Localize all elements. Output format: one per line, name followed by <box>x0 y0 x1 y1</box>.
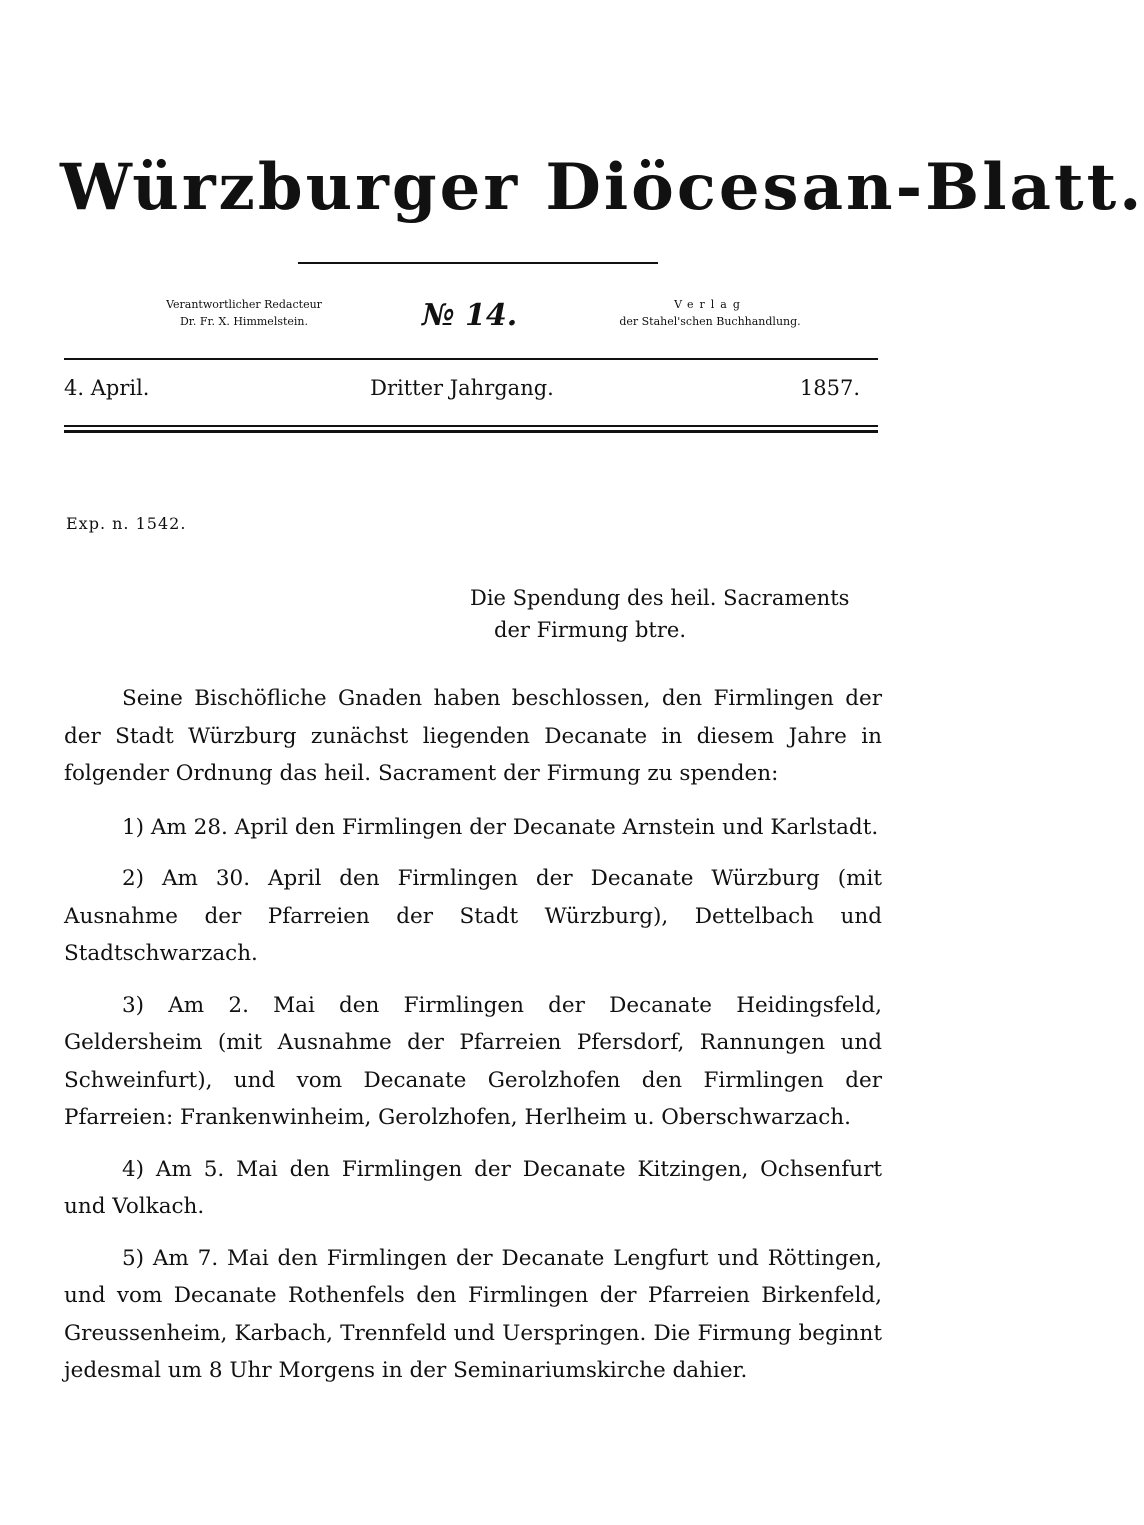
list-item: 3) Am 2. Mai den Firmlingen der Decanate Heidingsfeld, Geldersheim (mit Ausnahme der Pfarreien Pfersdorf, Rannungen und Schweinfurt), und vom Decanate Gerolzhofen den Firmlingen der Pfarreien: Frankenwinheim, Gerolzhofen, Herlheim u. Oberschwarzach. <box>64 992 882 1130</box>
header-info-row <box>60 296 890 346</box>
reference-number: Exp. n. 1542. <box>66 514 187 533</box>
volume-label: Dritter Jahrgang. <box>370 376 554 400</box>
publisher-credit <box>605 296 815 330</box>
list-item: 5) Am 7. Mai den Firmlingen der Decanate Lengfurt und Röttingen, und vom Decanate Rothenfels den Firmlingen der Pfarreien Birkenfeld, Greussenheim, Karbach, Trennfeld und Uerspringen. Die Firmung beginnt jedesmal um 8 Uhr Morgens in der Seminariumskirche dahier. <box>64 1245 882 1383</box>
editor-line-2: Dr. Fr. X. Himmelstein. <box>179 315 309 328</box>
editor-credit <box>144 296 344 330</box>
list-item: 2) Am 30. April den Firmlingen der Decanate Würzburg (mit Ausnahme der Pfarreien der Stadt Würzburg), Dettelbach und Stadtschwarzach. <box>64 866 882 966</box>
list-item: 1) Am 28. April den Firmlingen der Decanate Arnstein und Karlstadt. <box>122 814 879 840</box>
dateline <box>64 376 860 410</box>
issue-number: № 14. <box>422 298 518 333</box>
masthead-divider <box>298 262 658 264</box>
issue-date: 4. April. <box>64 376 150 400</box>
list-item: 4) Am 5. Mai den Firmlingen der Decanate Kitzingen, Ochsenfurt und Volkach. <box>64 1156 882 1219</box>
article-body <box>64 680 882 1404</box>
publisher-line-1: Verlag <box>674 298 746 311</box>
double-rule-bottom <box>64 430 878 433</box>
publisher-line-2: der Stahel'schen Buchhandlung. <box>619 315 801 328</box>
editor-line-1: Verantwortlicher Redacteur <box>166 298 322 311</box>
double-rule-top <box>64 425 878 427</box>
masthead-title: Würzburger Diöcesan-Blatt. <box>60 150 1144 225</box>
subject-heading <box>470 582 890 646</box>
intro-paragraph: Seine Bischöfliche Gnaden haben beschlossen, den Firmlingen der der Stadt Würzburg zunächst liegenden Decanate in diesem Jahre in folgender Ordnung das heil. Sacrament der Firmung zu spenden: <box>64 686 882 786</box>
header-rule <box>64 358 878 360</box>
subject-line-1: Die Spendung des heil. Sacraments <box>470 586 850 610</box>
issue-year: 1857. <box>799 376 860 400</box>
subject-line-2: der Firmung btre. <box>494 618 687 642</box>
